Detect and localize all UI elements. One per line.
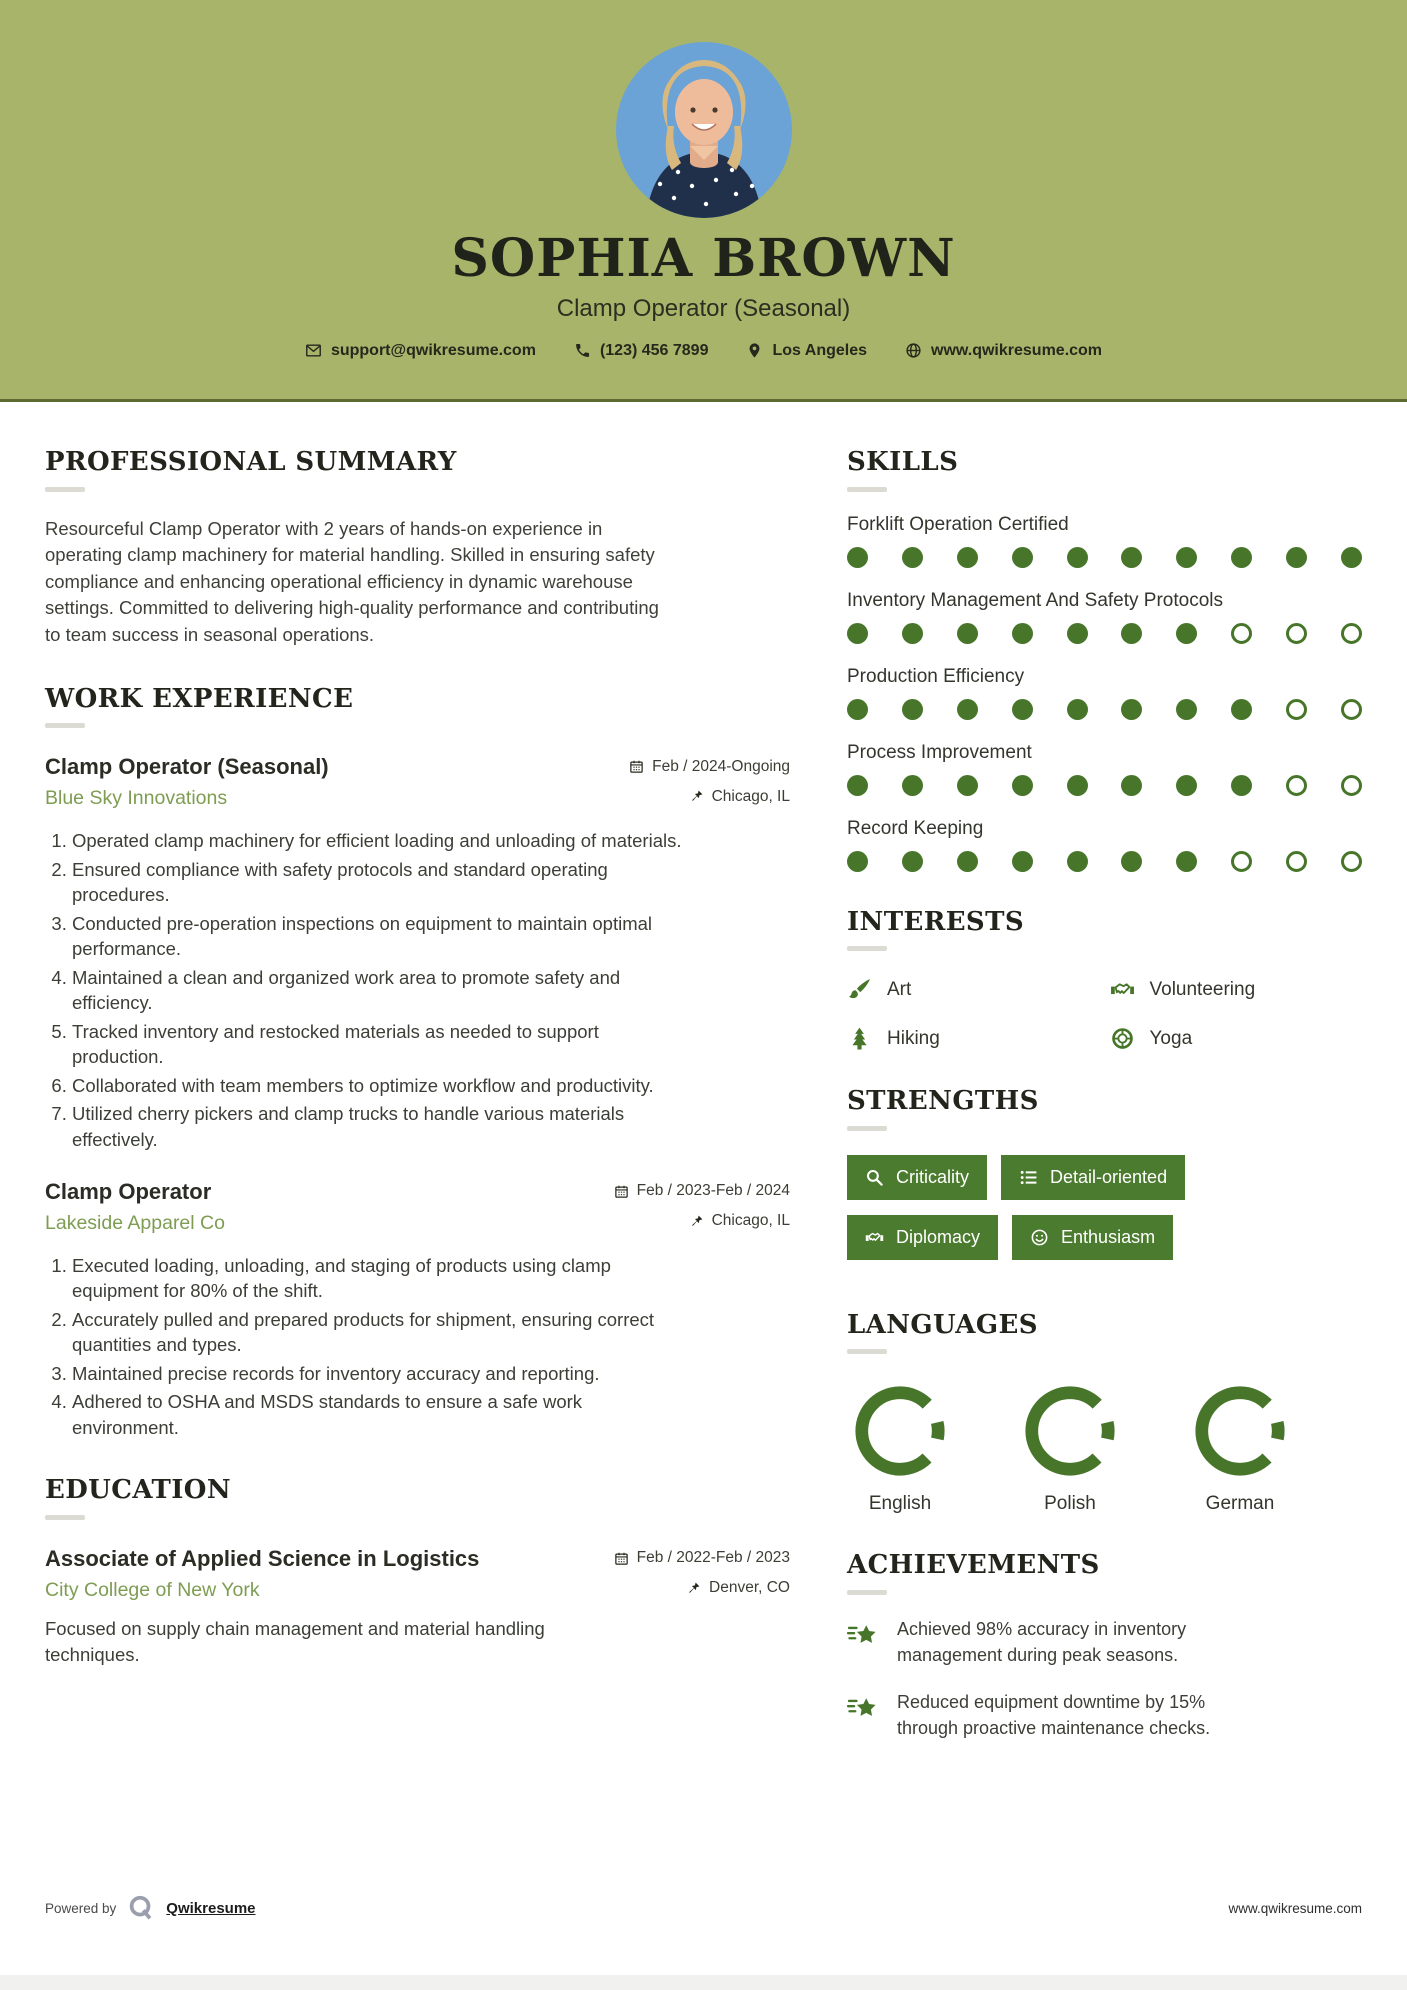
rating-dot-filled bbox=[1012, 547, 1033, 568]
header bbox=[0, 0, 1407, 402]
page-bottom-strip bbox=[0, 1975, 1407, 1990]
job-bullet: 3. Conducted pre-operation inspections on equipment to maintain optimal performance. bbox=[72, 911, 684, 962]
contact-text: Los Angeles bbox=[772, 341, 868, 359]
interests-grid bbox=[847, 977, 1362, 1051]
contact-item bbox=[746, 342, 867, 360]
strength-badge bbox=[1001, 1155, 1185, 1200]
section-achievements bbox=[847, 1551, 1362, 1741]
skill-rating bbox=[847, 775, 1362, 796]
contact-text: support@qwikresume.com bbox=[330, 341, 536, 359]
left-column bbox=[45, 448, 790, 1777]
rating-dot-filled bbox=[1231, 547, 1252, 568]
rating-dot-empty bbox=[1286, 775, 1307, 796]
rating-dot-empty bbox=[1341, 623, 1362, 644]
education-date bbox=[614, 1549, 790, 1567]
job-bullet: 3. Maintained precise records for inventory accuracy and reporting. bbox=[72, 1361, 684, 1387]
rating-dot-filled bbox=[1121, 851, 1142, 872]
phone-icon bbox=[574, 342, 591, 359]
job-location bbox=[689, 1212, 790, 1230]
section-languages bbox=[847, 1311, 1362, 1516]
company-name: Lakeside Apparel Co bbox=[45, 1211, 225, 1234]
powered-by-label: Powered by bbox=[45, 1900, 117, 1916]
section-heading: SKILLS bbox=[847, 448, 1362, 492]
rating-dot-empty bbox=[1341, 775, 1362, 796]
skill-rating bbox=[847, 623, 1362, 644]
strength-badge bbox=[1012, 1215, 1173, 1260]
contact-row bbox=[0, 342, 1407, 360]
rating-dot-filled bbox=[847, 547, 868, 568]
interest-label: Volunteering bbox=[1149, 978, 1256, 1000]
job-bullet: 1. Operated clamp machinery for efficient loading and unloading of materials. bbox=[72, 828, 684, 854]
rating-dot-filled bbox=[847, 623, 868, 644]
job-bullet: 4. Maintained a clean and organized work area to promote safety and efficiency. bbox=[72, 965, 684, 1016]
right-column bbox=[847, 448, 1362, 1777]
rating-dot-filled bbox=[847, 851, 868, 872]
interest-label: Yoga bbox=[1149, 1027, 1193, 1049]
section-heading: EDUCATION bbox=[45, 1476, 790, 1520]
rating-dot-empty bbox=[1231, 851, 1252, 872]
skill-rating bbox=[847, 851, 1362, 872]
contact-text: www.qwikresume.com bbox=[931, 341, 1103, 359]
language-progress-ring bbox=[1191, 1382, 1289, 1480]
contact-item bbox=[574, 342, 709, 360]
rating-dot-filled bbox=[1012, 623, 1033, 644]
strength-label: Detail-oriented bbox=[1050, 1166, 1168, 1187]
job-bullet: 7. Utilized cherry pickers and clamp trucks to handle various materials effectively. bbox=[72, 1101, 684, 1152]
job-bullet: 6. Collaborated with team members to optimize workflow and productivity. bbox=[72, 1073, 684, 1099]
skill-rating bbox=[847, 547, 1362, 568]
rating-dot-empty bbox=[1341, 851, 1362, 872]
tree-icon bbox=[847, 1026, 872, 1051]
skill-rating bbox=[847, 699, 1362, 720]
education-location bbox=[686, 1579, 790, 1597]
section-professional-summary bbox=[45, 448, 790, 649]
education-date-text: Feb / 2022-Feb / 2023 bbox=[636, 1549, 790, 1567]
job-location-text: Chicago, IL bbox=[711, 787, 790, 805]
strength-label: Criticality bbox=[896, 1166, 970, 1187]
job-entry bbox=[45, 754, 790, 1152]
rating-dot-filled bbox=[957, 775, 978, 796]
job-title: Clamp Operator (Seasonal) bbox=[45, 754, 329, 780]
skill-name: Record Keeping bbox=[847, 817, 984, 839]
language-item bbox=[851, 1382, 949, 1515]
rating-dot-filled bbox=[1067, 547, 1088, 568]
paintbrush-icon bbox=[847, 977, 872, 1002]
language-progress-ring bbox=[1021, 1382, 1119, 1480]
rating-dot-filled bbox=[1067, 623, 1088, 644]
rating-dot-filled bbox=[902, 775, 923, 796]
rating-dot-filled bbox=[1176, 547, 1197, 568]
language-progress-ring bbox=[851, 1382, 949, 1480]
rating-dot-empty bbox=[1286, 851, 1307, 872]
rating-dot-empty bbox=[1341, 699, 1362, 720]
rating-dot-filled bbox=[1121, 775, 1142, 796]
calendar-icon bbox=[614, 1551, 629, 1566]
achievement-text: Reduced equipment downtime by 15% through proactive maintenance checks. bbox=[897, 1692, 1211, 1738]
rating-dot-filled bbox=[1231, 699, 1252, 720]
section-education bbox=[45, 1476, 790, 1668]
job-date bbox=[614, 1182, 790, 1200]
section-heading: INTERESTS bbox=[847, 908, 1362, 952]
language-item bbox=[1021, 1382, 1119, 1515]
rating-dot-filled bbox=[902, 547, 923, 568]
section-interests bbox=[847, 908, 1362, 1052]
education-description: Focused on supply chain management and material handling techniques. bbox=[45, 1617, 545, 1665]
yoga-icon bbox=[1110, 1026, 1135, 1051]
contact-text: (123) 456 7899 bbox=[599, 341, 709, 359]
interest-label: Art bbox=[887, 978, 912, 1000]
handshake-icon bbox=[1110, 977, 1135, 1002]
rating-dot-filled bbox=[1176, 851, 1197, 872]
section-skills bbox=[847, 448, 1362, 872]
interest-item bbox=[847, 977, 1100, 1002]
footer-website: www.qwikresume.com bbox=[1228, 1900, 1362, 1916]
section-heading: STRENGTHS bbox=[847, 1087, 1362, 1131]
person-name: SOPHIA BROWN bbox=[451, 228, 956, 289]
rating-dot-filled bbox=[902, 623, 923, 644]
rating-dot-filled bbox=[1121, 699, 1142, 720]
rating-dot-filled bbox=[1286, 547, 1307, 568]
strengths-list bbox=[847, 1155, 1362, 1275]
rating-dot-filled bbox=[1121, 547, 1142, 568]
skill-name: Forklift Operation Certified bbox=[847, 513, 1069, 535]
smiley-icon bbox=[1030, 1228, 1049, 1247]
pin-icon bbox=[689, 789, 704, 804]
list-icon bbox=[1019, 1168, 1038, 1187]
rating-dot-filled bbox=[1176, 623, 1197, 644]
job-role: Clamp Operator (Seasonal) bbox=[556, 294, 851, 322]
company-name: Blue Sky Innovations bbox=[45, 787, 228, 810]
job-date-text: Feb / 2023-Feb / 2024 bbox=[636, 1182, 790, 1199]
pin-icon bbox=[686, 1581, 701, 1596]
section-strengths bbox=[847, 1087, 1362, 1275]
rating-dot-filled bbox=[957, 851, 978, 872]
envelope-icon bbox=[305, 342, 322, 359]
contact-item bbox=[905, 342, 1102, 360]
interest-item bbox=[847, 1026, 1100, 1051]
achievements-list bbox=[847, 1617, 1362, 1741]
rating-dot-filled bbox=[1176, 699, 1197, 720]
strength-label: Enthusiasm bbox=[1061, 1226, 1156, 1247]
rating-dot-filled bbox=[1012, 851, 1033, 872]
rating-dot-filled bbox=[1341, 547, 1362, 568]
section-work-experience bbox=[45, 685, 790, 1440]
achievement-item bbox=[847, 1617, 1362, 1668]
strength-label: Diplomacy bbox=[896, 1226, 981, 1247]
job-location bbox=[689, 788, 790, 806]
language-label: German bbox=[1205, 1493, 1275, 1515]
section-heading: WORK EXPERIENCE bbox=[45, 685, 790, 729]
rating-dot-filled bbox=[957, 623, 978, 644]
rating-dot-filled bbox=[1067, 775, 1088, 796]
job-bullet: 2. Ensured compliance with safety protocols and standard operating procedures. bbox=[72, 857, 684, 908]
rating-dot-filled bbox=[847, 775, 868, 796]
skill-item bbox=[847, 666, 1362, 720]
summary-text: Resourceful Clamp Operator with 2 years of hands-on experience in operating clamp machinery for material handling. Skilled in ensuring safety compliance and enhancing operational efficiency in dynamic warehouse settings. Committed to delivering high-quality performance and contributing to team success in seasonal operations. bbox=[45, 517, 659, 646]
job-date bbox=[629, 758, 790, 776]
pin-icon bbox=[689, 1214, 704, 1229]
profile-photo-image bbox=[616, 42, 792, 218]
shooting-star-icon bbox=[847, 1619, 880, 1652]
education-location-text: Denver, CO bbox=[709, 1579, 790, 1597]
rating-dot-filled bbox=[1012, 699, 1033, 720]
strength-badge bbox=[847, 1155, 987, 1200]
section-heading: LANGUAGES bbox=[847, 1311, 1362, 1355]
contact-item bbox=[305, 342, 536, 360]
language-label: Polish bbox=[1044, 1493, 1096, 1515]
skill-name: Production Efficiency bbox=[847, 665, 1025, 687]
degree-title: Associate of Applied Science in Logistics bbox=[45, 1545, 480, 1571]
profile-photo bbox=[616, 42, 792, 218]
search-icon bbox=[865, 1168, 884, 1187]
rating-dot-filled bbox=[1231, 775, 1252, 796]
job-bullets bbox=[45, 1253, 684, 1441]
resume-body bbox=[0, 402, 1407, 1777]
rating-dot-empty bbox=[1286, 623, 1307, 644]
calendar-icon bbox=[629, 759, 644, 774]
interest-item bbox=[1110, 1026, 1363, 1051]
rating-dot-filled bbox=[1067, 699, 1088, 720]
rating-dot-filled bbox=[847, 699, 868, 720]
job-bullet: 2. Accurately pulled and prepared products for shipment, ensuring correct quantities and types. bbox=[72, 1307, 684, 1358]
footer-branding bbox=[45, 1893, 256, 1923]
rating-dot-filled bbox=[1121, 623, 1142, 644]
location-icon bbox=[746, 342, 763, 359]
job-bullet: 4. Adhered to OSHA and MSDS standards to ensure a safe work environment. bbox=[72, 1389, 684, 1440]
skill-name: Process Improvement bbox=[847, 741, 1032, 763]
qwikresume-logo-icon bbox=[126, 1893, 156, 1923]
job-title: Clamp Operator bbox=[45, 1178, 212, 1204]
interest-item bbox=[1110, 977, 1363, 1002]
achievement-item bbox=[847, 1690, 1362, 1741]
job-entry bbox=[45, 1179, 790, 1441]
job-bullet: 1. Executed loading, unloading, and staging of products using clamp equipment for 80% of the shift. bbox=[72, 1253, 684, 1304]
rating-dot-filled bbox=[1012, 775, 1033, 796]
school-name: City College of New York bbox=[45, 1578, 260, 1601]
section-heading: PROFESSIONAL SUMMARY bbox=[45, 448, 790, 492]
skill-item bbox=[847, 742, 1362, 796]
skill-name: Inventory Management And Safety Protocols bbox=[847, 589, 1223, 611]
rating-dot-filled bbox=[1176, 775, 1197, 796]
language-item bbox=[1191, 1382, 1289, 1515]
qwikresume-link[interactable]: Qwikresume bbox=[166, 1899, 256, 1917]
rating-dot-filled bbox=[1067, 851, 1088, 872]
rating-dot-filled bbox=[902, 699, 923, 720]
job-date-text: Feb / 2024-Ongoing bbox=[652, 757, 790, 775]
rating-dot-empty bbox=[1231, 623, 1252, 644]
job-bullet: 5. Tracked inventory and restocked materials as needed to support production. bbox=[72, 1019, 684, 1070]
skills-list bbox=[847, 514, 1362, 872]
achievement-text: Achieved 98% accuracy in inventory management during peak seasons. bbox=[897, 1618, 1187, 1665]
rating-dot-filled bbox=[957, 699, 978, 720]
globe-icon bbox=[905, 342, 922, 359]
skill-item bbox=[847, 514, 1362, 568]
strength-badge bbox=[847, 1215, 998, 1260]
languages-row bbox=[847, 1382, 1362, 1515]
job-location-text: Chicago, IL bbox=[711, 1212, 790, 1229]
shooting-star-icon bbox=[847, 1692, 880, 1725]
handshake-icon bbox=[865, 1228, 884, 1247]
education-entry bbox=[45, 1546, 790, 1669]
rating-dot-empty bbox=[1286, 699, 1307, 720]
rating-dot-filled bbox=[902, 851, 923, 872]
calendar-icon bbox=[614, 1184, 629, 1199]
interest-label: Hiking bbox=[887, 1027, 940, 1049]
language-label: English bbox=[868, 1493, 932, 1515]
skill-item bbox=[847, 818, 1362, 872]
job-bullets bbox=[45, 828, 684, 1152]
footer bbox=[45, 1893, 1362, 1923]
skill-item bbox=[847, 590, 1362, 644]
rating-dot-filled bbox=[957, 547, 978, 568]
jobs-list bbox=[45, 754, 790, 1440]
section-heading: ACHIEVEMENTS bbox=[847, 1551, 1362, 1595]
